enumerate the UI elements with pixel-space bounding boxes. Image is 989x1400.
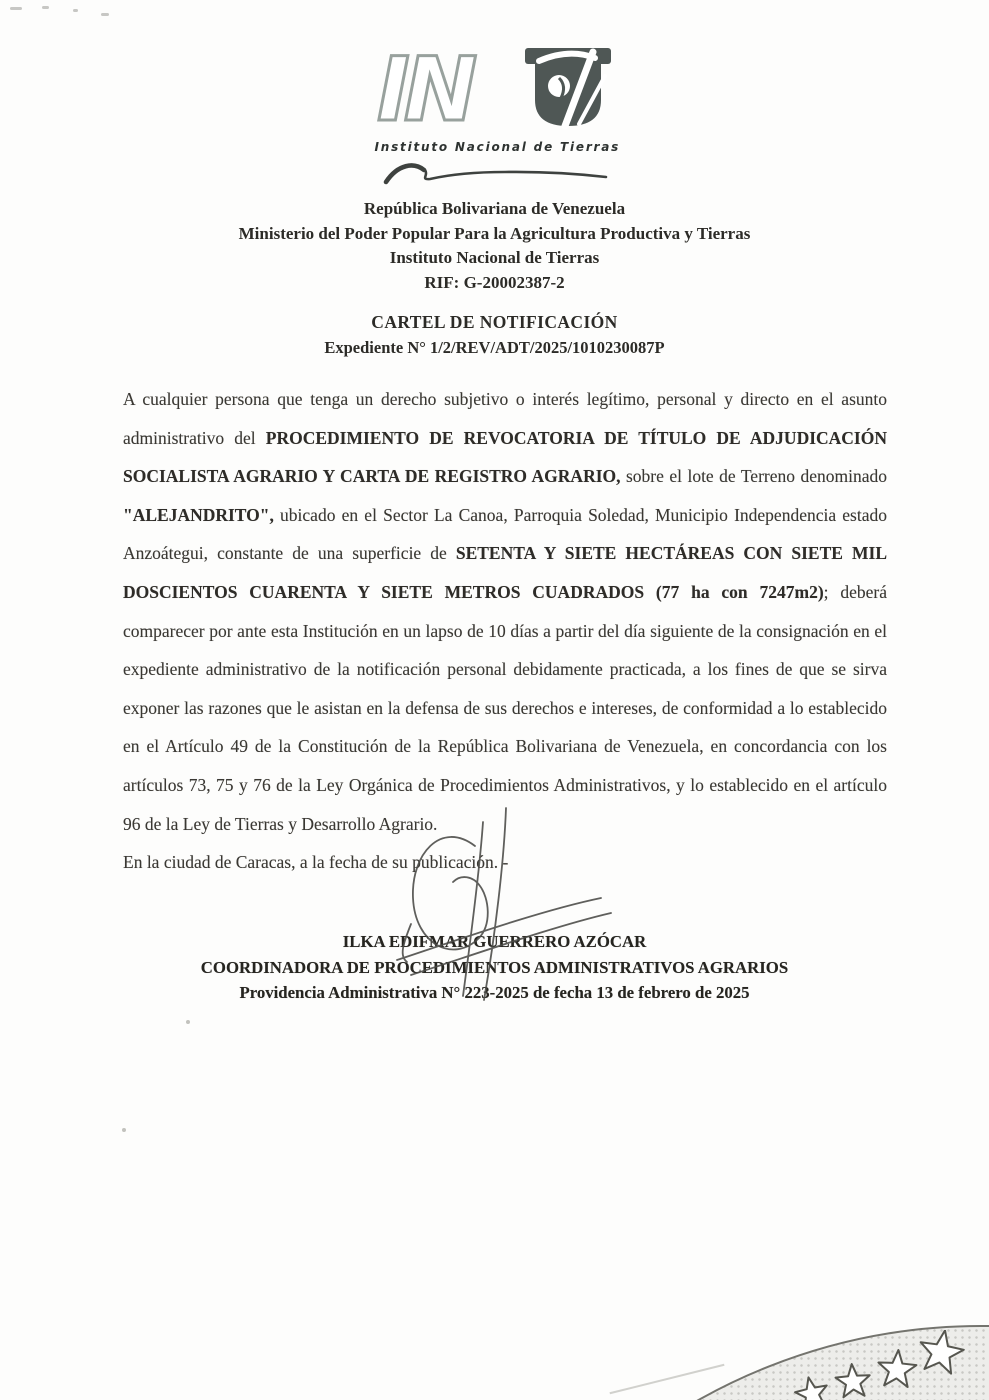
- scan-artifact: [42, 6, 49, 9]
- logo-swoosh-icon: [380, 156, 610, 186]
- logo-subtitle: Instituto Nacional de Tierras: [374, 140, 621, 154]
- resolution-line: Providencia Administrativa N° 223-2025 de fecha 13 de febrero de 2025: [239, 983, 750, 1002]
- logo-acronym: IN: [376, 44, 471, 132]
- inti-logo: [374, 44, 621, 186]
- paragraph-segment: A cualquier persona que tenga un derecho subjetivo o interés legítimo, personal y directo en el asunto administrativo del: [123, 389, 887, 448]
- signature-scribble-icon: [383, 804, 623, 1004]
- seal-star-icon: [916, 1330, 966, 1375]
- logo-mark-ti-icon: [525, 48, 611, 126]
- paragraph-segment: ubicado en el Sector La Canoa, Parroquia Soledad, Municipio Independencia estado Anzoátegui, constante de una superficie de: [123, 504, 887, 564]
- paragraph-segment-bold: SETENTA Y SIETE HECTÁREAS CON SIETE MIL DOSCIENTOS CUARENTA Y SIETE METROS CUADRADOS (77 ha con 7247m2): [123, 543, 887, 602]
- closing-line: En la ciudad de Caracas, a la fecha de su publicación. -: [123, 852, 509, 873]
- seal-star-icon: [877, 1349, 917, 1388]
- body-paragraph: [123, 380, 887, 843]
- letterhead-line-ministry: Ministerio del Poder Popular Para la Agricultura Productiva y Tierras: [238, 223, 751, 243]
- letterhead-line-country: República Bolivariana de Venezuela: [363, 199, 626, 218]
- scan-artifact: [186, 1020, 190, 1024]
- document-title: CARTEL DE NOTIFICACIÓN: [371, 312, 618, 332]
- signatory-name: ILKA EDIFMAR GUERRERO AZÓCAR: [342, 932, 647, 951]
- letterhead: [0, 197, 989, 295]
- paragraph-segment: sobre el lote de Terreno denominado: [620, 466, 887, 487]
- paragraph-segment: ; deberá comparecer por ante esta Institución en un lapso de 10 días a partir del día siguiente de la consignación en el expediente administrativo de la notificación personal debidamente practicada, a los fines de que se sirva exponer las razones que le asistan en la defensa de sus derechos e intereses, de conformidad a lo establecido en el Artículo 49 de la Constitución de la República Bolivariana de Venezuela, en concordancia con los artículos 73, 75 y 76 de la Ley Orgánica de Procedimientos Administrativos, y lo establecido en el artículo 96 de la Ley de Tierras y Desarrollo Agrario.: [123, 581, 888, 834]
- scan-artifact: [101, 13, 109, 16]
- case-number: Expediente N° 1/2/REV/ADT/2025/1010230087P: [324, 338, 665, 357]
- inti-logo-graphic: [377, 44, 613, 132]
- seal-star-icon: [835, 1363, 871, 1398]
- letterhead-line-rif: RIF: G-20002387-2: [424, 272, 565, 292]
- scan-artifact-line: [610, 1364, 725, 1394]
- scan-artifact: [122, 1128, 126, 1132]
- signatory-title: COORDINADORA DE PROCEDIMIENTOS ADMINISTRATIVOS AGRARIOS: [200, 957, 789, 977]
- scan-artifact: [73, 9, 78, 12]
- paragraph-segment-bold: PROCEDIMIENTO DE REVOCATORIA DE TÍTULO DE ADJUDICACIÓN SOCIALISTA AGRARIO Y CARTA DE REGISTRO AGRARIO,: [123, 427, 887, 487]
- scan-artifact: [10, 7, 22, 10]
- paragraph-segment-bold: "ALEJANDRITO",: [123, 504, 274, 525]
- letterhead-line-institute: Instituto Nacional de Tierras: [389, 248, 600, 267]
- seal-star-icon: [793, 1374, 831, 1400]
- title-block: [0, 312, 989, 358]
- seal-stars: [780, 1330, 989, 1400]
